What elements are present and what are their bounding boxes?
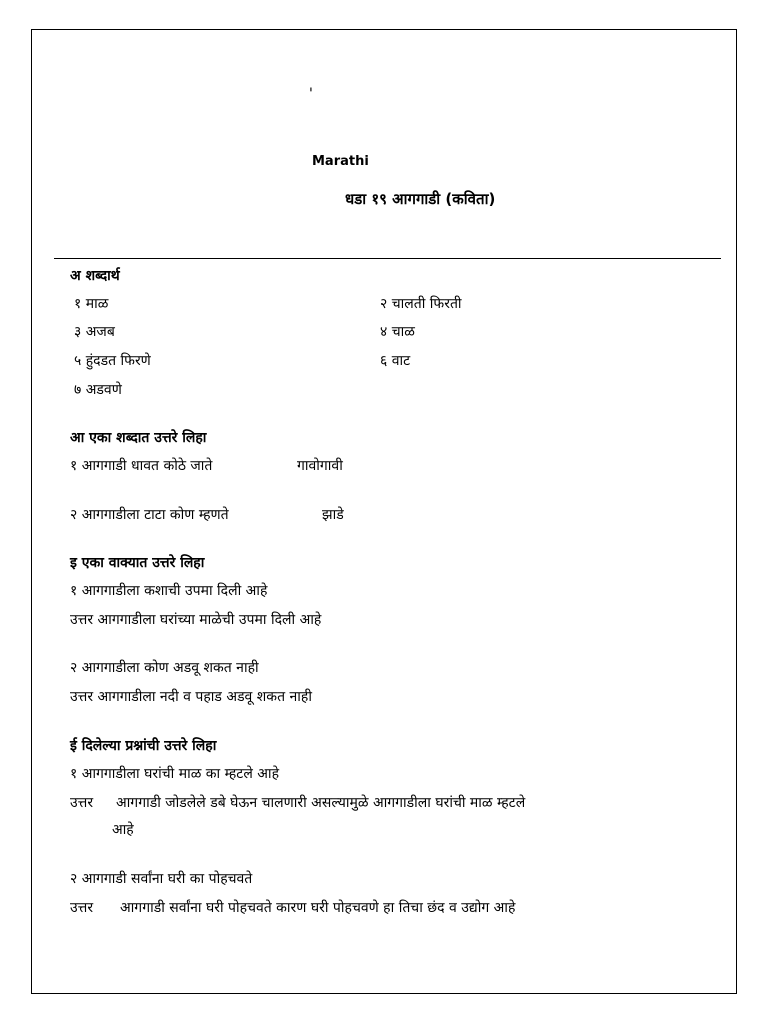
word-item: ५ हुंदडत फिरणे xyxy=(74,353,151,369)
top-mark: ' xyxy=(309,86,313,102)
word-item: ४ चाळ xyxy=(380,324,415,340)
word-item: १ माळ xyxy=(74,296,109,312)
section-aa-heading: आ एका शब्दात उत्तरे लिहा xyxy=(70,430,207,446)
title-divider xyxy=(54,258,721,259)
question: २ आगगाडीला टाटा कोण म्हणते xyxy=(70,507,229,523)
answer: उत्तर आगगाडीला नदी व पहाड अडवू शकत नाही xyxy=(70,689,312,705)
answer: गावोगावी xyxy=(297,458,343,474)
question: १ आगगाडी धावत कोठे जाते xyxy=(70,458,213,474)
answer: उत्तर आगगाडीला घरांच्या माळेची उपमा दिली आहे xyxy=(70,612,322,628)
word-item: ३ अजब xyxy=(74,324,115,340)
answer-label: उत्तर xyxy=(70,900,94,916)
section-a-heading: अ शब्दार्थ xyxy=(70,268,120,284)
word-item: २ चालती फिरती xyxy=(380,296,462,312)
section-i-heading: इ एका वाक्यात उत्तरे लिहा xyxy=(70,555,205,571)
word-item: ६ वाट xyxy=(380,353,411,369)
answer: आगगाडी जोडलेले डबे घेऊन चालणारी असल्यामुळे आगगाडीला घरांची माळ म्हटले xyxy=(116,795,526,811)
answer-continuation: आहे xyxy=(112,822,134,838)
page-title: धडा १९ आगगाडी (कविता) xyxy=(345,190,496,208)
answer: झाडे xyxy=(322,507,344,523)
question: २ आगगाडी सर्वांना घरी का पोहचवते xyxy=(70,871,253,887)
question: १ आगगाडीला घरांची माळ का म्हटले आहे xyxy=(70,766,280,782)
answer: आगगाडी सर्वांना घरी पोहचवते कारण घरी पोहचवणे हा तिचा छंद व उद्योग आहे xyxy=(120,900,516,916)
section-ii-heading: ई दिलेल्या प्रश्नांची उत्तरे लिहा xyxy=(70,738,217,754)
question: २ आगगाडीला कोण अडवू शकत नाही xyxy=(70,660,259,676)
question: १ आगगाडीला कशाची उपमा दिली आहे xyxy=(70,583,268,599)
word-item: ७ अडवणे xyxy=(74,382,122,398)
answer-label: उत्तर xyxy=(70,795,94,811)
subject-label: Marathi xyxy=(312,154,369,169)
